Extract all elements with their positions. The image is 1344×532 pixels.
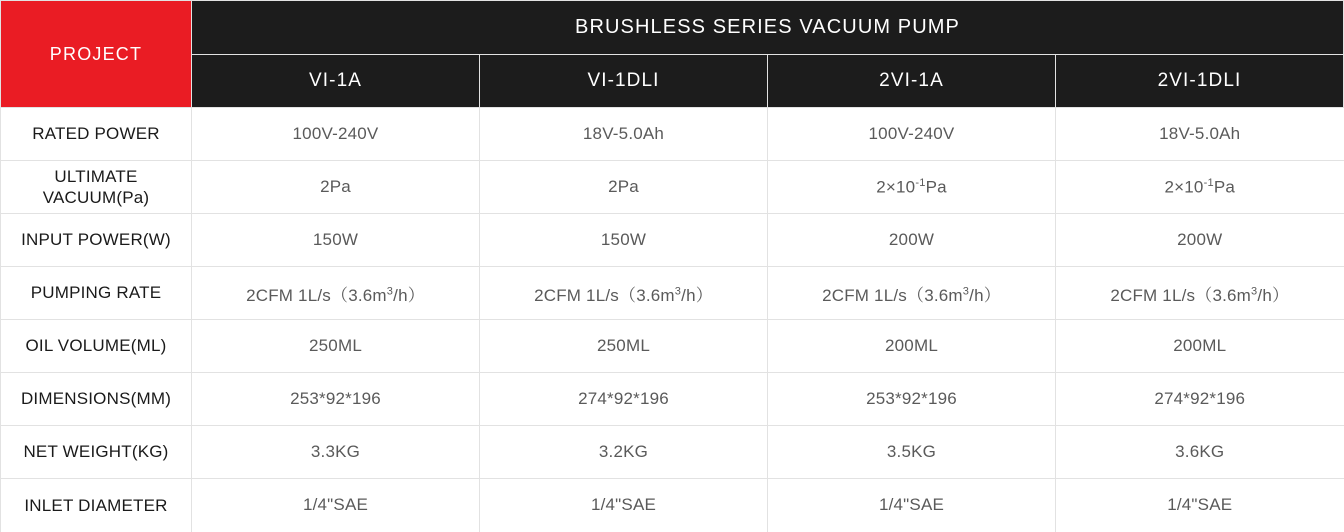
cell-dimensions-1: 253*92*196 xyxy=(192,373,480,426)
model-header-1: VI-1A xyxy=(192,55,480,108)
cell-ultimate-vacuum-2: 2Pa xyxy=(480,161,768,214)
table-body xyxy=(1,108,1344,532)
cell-rated-power-3: 100V-240V xyxy=(768,108,1056,161)
cell-ultimate-vacuum-1: 2Pa xyxy=(192,161,480,214)
cell-net-weight-1: 3.3KG xyxy=(192,426,480,479)
cell-oil-volume-4: 200ML xyxy=(1056,320,1344,373)
cell-input-power-3: 200W xyxy=(768,214,1056,267)
table-row xyxy=(1,161,1344,214)
cell-input-power-1: 150W xyxy=(192,214,480,267)
cell-inlet-diameter-4: 1/4"SAE xyxy=(1056,479,1344,532)
cell-pumping-rate-4: 2CFM $1L/s(3.6m^3/h)$ xyxy=(1056,267,1344,320)
row-label-rated-power: RATED POWER xyxy=(1,108,192,161)
project-header-cell: PROJECT xyxy=(1,1,192,108)
cell-rated-power-1: 100V-240V xyxy=(192,108,480,161)
model-header-2: VI-1DLI xyxy=(480,55,768,108)
cell-dimensions-3: 253*92*196 xyxy=(768,373,1056,426)
cell-pumping-rate-3: 2CFM $1L/s(3.6m^3/h)$ xyxy=(768,267,1056,320)
table-row xyxy=(1,267,1344,320)
table-row xyxy=(1,426,1344,479)
cell-oil-volume-1: 250ML xyxy=(192,320,480,373)
row-label-inlet-diameter: INLET DIAMETER xyxy=(1,479,192,532)
cell-pumping-rate-1: 2CFM $1L/s(3.6m^3/h)$ xyxy=(192,267,480,320)
cell-rated-power-4: 18V-5.0Ah xyxy=(1056,108,1344,161)
model-header-3: 2VI-1A xyxy=(768,55,1056,108)
series-title-cell: BRUSHLESS SERIES VACUUM PUMP xyxy=(192,1,1344,55)
cell-inlet-diameter-1: 1/4"SAE xyxy=(192,479,480,532)
cell-inlet-diameter-3: 1/4"SAE xyxy=(768,479,1056,532)
row-label-dimensions: DIMENSIONS(MM) xyxy=(1,373,192,426)
table-header xyxy=(1,1,1344,108)
cell-ultimate-vacuum-3: $2\times 10^{-1}Pa$ xyxy=(768,161,1056,214)
cell-net-weight-4: 3.6KG xyxy=(1056,426,1344,479)
table-row xyxy=(1,479,1344,532)
table-row xyxy=(1,373,1344,426)
cell-input-power-4: 200W xyxy=(1056,214,1344,267)
table-header-models-row xyxy=(1,55,1344,108)
table-row xyxy=(1,320,1344,373)
cell-oil-volume-3: 200ML xyxy=(768,320,1056,373)
row-label-pumping-rate: PUMPING RATE xyxy=(1,267,192,320)
cell-inlet-diameter-2: 1/4"SAE xyxy=(480,479,768,532)
cell-dimensions-2: 274*92*196 xyxy=(480,373,768,426)
cell-input-power-2: 150W xyxy=(480,214,768,267)
table-row xyxy=(1,214,1344,267)
cell-net-weight-2: 3.2KG xyxy=(480,426,768,479)
cell-ultimate-vacuum-4: $2\times 10^{-1}Pa$ xyxy=(1056,161,1344,214)
table-header-title-row xyxy=(1,1,1344,55)
row-label-net-weight: NET WEIGHT(KG) xyxy=(1,426,192,479)
row-label-oil-volume: OIL VOLUME(ML) xyxy=(1,320,192,373)
table-row xyxy=(1,108,1344,161)
cell-rated-power-2: 18V-5.0Ah xyxy=(480,108,768,161)
model-header-4: 2VI-1DLI xyxy=(1056,55,1344,108)
row-label-ultimate-vacuum: ULTIMATE VACUUM(Pa) xyxy=(1,161,192,214)
cell-oil-volume-2: 250ML xyxy=(480,320,768,373)
cell-net-weight-3: 3.5KG xyxy=(768,426,1056,479)
cell-dimensions-4: 274*92*196 xyxy=(1056,373,1344,426)
row-label-input-power: INPUT POWER(W) xyxy=(1,214,192,267)
cell-pumping-rate-2: 2CFM $1L/s(3.6m^3/h)$ xyxy=(480,267,768,320)
